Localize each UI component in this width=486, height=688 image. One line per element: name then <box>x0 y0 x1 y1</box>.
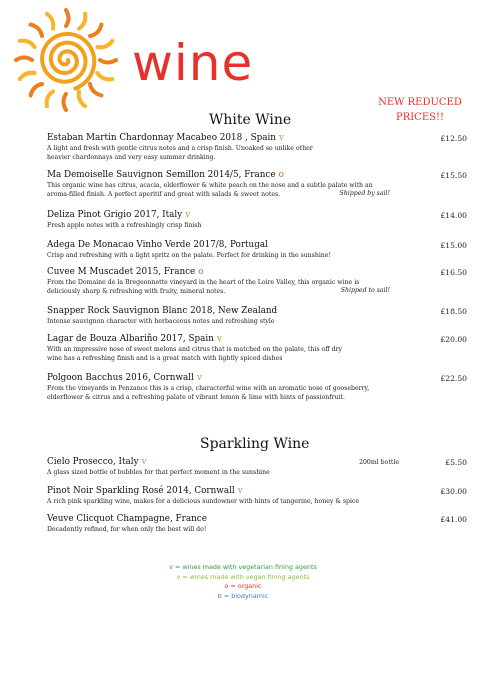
sun-ray <box>20 41 35 47</box>
wine-price: £20.00 <box>440 335 467 344</box>
wine-item <box>47 133 467 162</box>
wine-name-text: Deliza Pinot Grigio 2017, Italy <box>47 210 183 220</box>
wine-mark-v: v <box>237 486 243 496</box>
wine-note: Shipped to sail! <box>340 287 390 295</box>
wine-mark-v: v <box>216 334 222 344</box>
sun-ray <box>90 25 101 36</box>
sun-ray <box>20 73 35 79</box>
wine-item <box>47 486 467 507</box>
legend <box>0 563 486 601</box>
wine-mark-v: v <box>278 133 284 143</box>
sun-ray <box>16 58 32 61</box>
wine-name-text: Cuvee M Muscadet 2015, France <box>47 267 196 277</box>
sun-ray <box>100 60 116 63</box>
sun-ray <box>31 84 42 95</box>
legend-item: v = wines made with vegetarian fining agents <box>169 563 317 571</box>
wine-description: Intense sauvignon character with herbaceous notes and refreshing style <box>47 318 275 325</box>
price-notice-line-2: PRICES!! <box>395 112 445 123</box>
wine-item <box>47 373 467 402</box>
wine-name-text: Ma Demoiselle Sauvignon Semillon 2014/5, France <box>47 170 276 180</box>
wine-price: £14.00 <box>440 211 467 220</box>
sun-ray <box>64 94 67 110</box>
sun-logo <box>8 8 128 112</box>
wine-name-text: Veuve Clicquot Champagne, France <box>47 514 207 524</box>
sun-ray <box>47 14 53 29</box>
wine-price: £41.00 <box>440 515 467 524</box>
wine-item <box>47 240 467 261</box>
wine-item <box>47 170 467 199</box>
wine-name <box>47 334 467 345</box>
wine-name <box>47 240 467 251</box>
wine-price: £22.50 <box>440 374 467 383</box>
wine-item <box>47 306 467 327</box>
wine-name-text: Snapper Rock Sauvignon Blanc 2018, New Zealand <box>47 306 278 316</box>
sun-spiral <box>42 34 94 89</box>
sun-ray <box>66 10 69 26</box>
wine-mark-o: o <box>278 170 284 180</box>
wine-name <box>47 514 467 525</box>
wine-name <box>47 486 467 497</box>
wine-description: Crisp and refreshing with a light spritz on the palate. Perfect for drinking in the sunshine! <box>47 252 331 259</box>
wine-name <box>47 267 467 278</box>
wine-name-text: Cielo Prosecco, Italy <box>47 457 139 467</box>
wine-mark-v: v <box>196 373 202 383</box>
wine-description: From the vineyards in Penzance this is a crisp, characterful wine with an aromatic nose of gooseberry, elderflower & citrus and a refreshing palate of vibrant lemon & lime with hints of passionfruit. <box>47 385 370 401</box>
wine-note: Shipped by sail! <box>339 190 390 198</box>
sun-ray <box>97 41 112 47</box>
wine-description: With an impressive nose of sweet melons and citrus that is matched on the palate, this off dry wine has a refreshing finish and is a great match with lightly spiced dishes <box>47 346 342 362</box>
wine-name-text: Pinot Noir Sparkling Rosé 2014, Cornwall <box>47 486 235 496</box>
wine-item <box>47 267 467 296</box>
page-title: wine <box>132 34 254 92</box>
wine-price: £5.50 <box>445 458 467 467</box>
wine-name-text: Lagar de Bouza Albariño 2017, Spain <box>47 334 214 344</box>
wine-mark-v: v <box>185 210 191 220</box>
wine-item <box>47 334 467 363</box>
wine-description: This organic wine has citrus, acacia, elderflower & white peach on the nose and a subtle palate with an aroma-filled finish. A perfect aperitif and great with salads & sweet notes. <box>47 182 373 198</box>
wine-name <box>47 306 467 317</box>
wine-price: £16.50 <box>440 268 467 277</box>
wine-name-text: Estaban Martin Chardonnay Macabeo 2018 , Spain <box>47 133 276 143</box>
wine-name <box>47 210 467 221</box>
wine-item <box>47 514 467 535</box>
wine-price: £15.00 <box>440 241 467 250</box>
wine-size: 200ml bottle <box>359 459 399 466</box>
sun-ray <box>79 14 85 29</box>
sun-ray <box>47 91 53 106</box>
wine-name-text: Polgoon Bacchus 2016, Cornwall <box>47 373 194 383</box>
wine-mark-v: v <box>141 457 147 467</box>
wine-name-text: Adega De Monacao Vinho Verde 2017/8, Portugal <box>47 240 268 250</box>
sun-ray <box>31 25 42 36</box>
price-notice <box>372 95 468 125</box>
section-heading-white-wine: White Wine <box>209 112 292 128</box>
wine-description: A rich pink sparkling wine, makes for a delicious sundowner with hints of tangerine, honey & spice <box>47 498 360 505</box>
wine-price: £15.50 <box>440 171 467 180</box>
price-notice-line-1: NEW REDUCED <box>378 97 462 108</box>
wine-description: Fresh apple notes with a refreshingly crisp finish <box>47 222 202 229</box>
wine-name <box>47 373 467 384</box>
wine-item <box>47 457 467 478</box>
wine-price: £12.50 <box>440 134 467 143</box>
wine-mark-o: o <box>198 267 204 277</box>
wine-description: A light and fresh with gentle citrus notes and a crisp finish. Unoaked so unlike other heavier chardonnays and very easy summer drinking. <box>47 145 313 161</box>
wine-price: £30.00 <box>440 487 467 496</box>
wine-description: Decadently refined, for when only the best will do! <box>47 526 207 533</box>
legend-item: o = organic <box>224 582 262 591</box>
wine-description: A glass sized bottle of bubbles for that perfect moment in the sunshine <box>47 469 270 476</box>
legend-item: b = biodynamic <box>217 591 269 600</box>
sun-ray <box>97 73 112 79</box>
legend-item: v = wines made with vegan fining agents <box>176 572 310 581</box>
wine-name <box>47 170 467 181</box>
wine-name <box>47 457 467 468</box>
section-heading-sparkling-wine: Sparkling Wine <box>200 436 310 452</box>
sun-ray <box>79 91 85 106</box>
wine-name <box>47 133 467 144</box>
wine-description: From the Domaine de la Bregeonnette vineyard in the heart of the Loire Valley, this organic wine is deliciously sharp & refreshing with fruity, mineral notes. <box>47 279 360 295</box>
wine-item <box>47 210 467 231</box>
wine-price: £18.50 <box>440 307 467 316</box>
sun-ray <box>90 84 101 95</box>
